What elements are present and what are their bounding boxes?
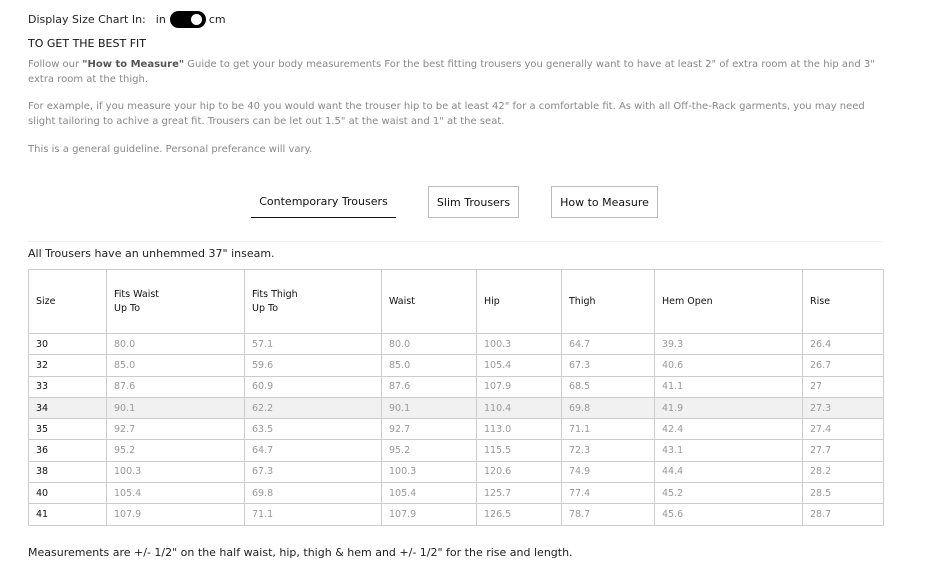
table-row: [29, 397, 884, 418]
column-header: Thigh: [562, 270, 655, 334]
table-cell: 100.3: [477, 334, 562, 355]
table-cell: 28.2: [803, 461, 884, 482]
table-cell: 100.3: [107, 461, 245, 482]
measurement-tolerance-note: Measurements are +/- 1/2" on the half waist, hip, thigh & hem and +/- 1/2" for the rise and length.: [28, 546, 573, 559]
tab-slim-trousers[interactable]: Slim Trousers: [428, 186, 519, 218]
table-row: [29, 504, 884, 525]
table-cell: 27.4: [803, 419, 884, 440]
table-cell: 67.3: [245, 461, 382, 482]
table-row: [29, 355, 884, 376]
table-cell: 77.4: [562, 483, 655, 504]
table-cell: 30: [29, 334, 107, 355]
table-cell: 39.3: [655, 334, 803, 355]
table-cell: 41: [29, 504, 107, 525]
tab-how-to-measure[interactable]: How to Measure: [551, 186, 658, 218]
table-cell: 45.2: [655, 483, 803, 504]
toggle-knob: [191, 14, 202, 25]
table-cell: 26.7: [803, 355, 884, 376]
table-cell: 32: [29, 355, 107, 376]
table-cell: 92.7: [382, 419, 477, 440]
table-cell: 125.7: [477, 483, 562, 504]
table-cell: 67.3: [562, 355, 655, 376]
column-header: Fits Thigh Up To: [245, 270, 382, 334]
table-cell: 28.7: [803, 504, 884, 525]
table-row: [29, 440, 884, 461]
table-cell: 63.5: [245, 419, 382, 440]
table-cell: 115.5: [477, 440, 562, 461]
column-header: Waist: [382, 270, 477, 334]
guide-text-pre: Follow our: [28, 59, 83, 70]
table-cell: 100.3: [382, 461, 477, 482]
table-cell: 87.6: [382, 376, 477, 397]
table-cell: 27: [803, 376, 884, 397]
table-cell: 107.9: [107, 504, 245, 525]
table-cell: 85.0: [382, 355, 477, 376]
table-cell: 110.4: [477, 397, 562, 418]
table-cell: 40: [29, 483, 107, 504]
table-cell: 28.5: [803, 483, 884, 504]
table-cell: 90.1: [107, 397, 245, 418]
table-cell: 64.7: [245, 440, 382, 461]
unit-option-cm[interactable]: cm: [208, 13, 226, 26]
table-cell: 80.0: [107, 334, 245, 355]
table-cell: 92.7: [107, 419, 245, 440]
table-cell: 41.1: [655, 376, 803, 397]
table-cell: 85.0: [107, 355, 245, 376]
table-cell: 95.2: [107, 440, 245, 461]
table-cell: 27.7: [803, 440, 884, 461]
table-header-row: [29, 270, 884, 334]
table-cell: 126.5: [477, 504, 562, 525]
table-cell: 95.2: [382, 440, 477, 461]
guide-paragraph-3: This is a general guideline. Personal preferance will vary.: [28, 144, 313, 155]
table-cell: 40.6: [655, 355, 803, 376]
table-cell: 59.6: [245, 355, 382, 376]
guide-text-post: Guide to get your body measurements For the best fitting trousers you generally want to have at least 2" of extra room at the hip and 3" extra room at the thigh.: [28, 59, 875, 85]
table-row: [29, 419, 884, 440]
table-cell: 78.7: [562, 504, 655, 525]
table-cell: 34: [29, 397, 107, 418]
column-header: Size: [29, 270, 107, 334]
table-cell: 38: [29, 461, 107, 482]
table-cell: 42.4: [655, 419, 803, 440]
table-cell: 43.1: [655, 440, 803, 461]
size-chart-table: [28, 269, 884, 526]
table-cell: 113.0: [477, 419, 562, 440]
table-cell: 74.9: [562, 461, 655, 482]
guide-paragraph-1: [28, 57, 888, 87]
table-cell: 69.8: [245, 483, 382, 504]
column-header: Hem Open: [655, 270, 803, 334]
table-cell: 45.6: [655, 504, 803, 525]
divider: [28, 241, 883, 242]
table-cell: 36: [29, 440, 107, 461]
table-cell: 33: [29, 376, 107, 397]
table-row: [29, 334, 884, 355]
tab-contemporary-trousers[interactable]: Contemporary Trousers: [251, 186, 396, 218]
table-cell: 60.9: [245, 376, 382, 397]
table-cell: 57.1: [245, 334, 382, 355]
table-cell: 35: [29, 419, 107, 440]
guide-paragraph-2: For example, if you measure your hip to be 40 you would want the trouser hip to be at least 42" for a comfortable fit. As with all Off-the-Rack garments, you may need slight tailoring to achive a great fit. Trousers can be let out 1.5" at the waist and 1" at the seat.: [28, 101, 865, 127]
table-cell: 107.9: [382, 504, 477, 525]
table-cell: 64.7: [562, 334, 655, 355]
table-cell: 44.4: [655, 461, 803, 482]
table-cell: 68.5: [562, 376, 655, 397]
table-cell: 62.2: [245, 397, 382, 418]
table-row: [29, 483, 884, 504]
table-row: [29, 461, 884, 482]
table-cell: 105.4: [382, 483, 477, 504]
column-header: Rise: [803, 270, 884, 334]
best-fit-heading: TO GET THE BEST FIT: [28, 37, 146, 50]
column-header: Fits Waist Up To: [107, 270, 245, 334]
unit-option-in[interactable]: in: [155, 13, 166, 26]
table-cell: 105.4: [477, 355, 562, 376]
table-cell: 41.9: [655, 397, 803, 418]
table-cell: 27.3: [803, 397, 884, 418]
unit-toggle-row: [28, 11, 226, 28]
table-cell: 80.0: [382, 334, 477, 355]
table-cell: 69.8: [562, 397, 655, 418]
table-cell: 120.6: [477, 461, 562, 482]
unit-toggle-label: Display Size Chart In:: [28, 13, 146, 26]
table-cell: 72.3: [562, 440, 655, 461]
table-cell: 107.9: [477, 376, 562, 397]
table-cell: 90.1: [382, 397, 477, 418]
table-cell: 71.1: [562, 419, 655, 440]
table-cell: 87.6: [107, 376, 245, 397]
inseam-note: All Trousers have an unhemmed 37" inseam.: [28, 247, 275, 260]
table-cell: 26.4: [803, 334, 884, 355]
table-row: [29, 376, 884, 397]
column-header: Hip: [477, 270, 562, 334]
unit-toggle-switch[interactable]: [170, 11, 206, 28]
how-to-measure-link[interactable]: "How to Measure": [82, 59, 185, 70]
table-cell: 105.4: [107, 483, 245, 504]
table-cell: 71.1: [245, 504, 382, 525]
